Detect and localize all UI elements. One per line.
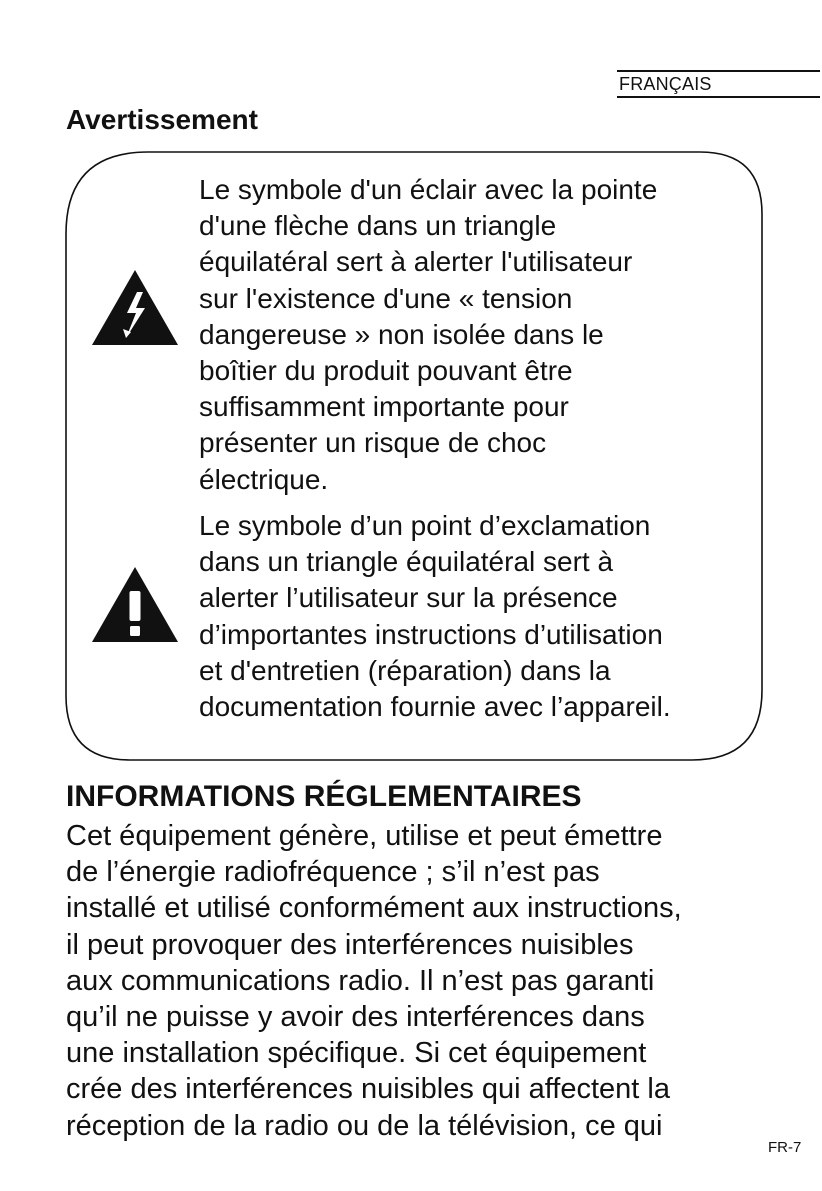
regulatory-title: INFORMATIONS RÉGLEMENTAIRES (66, 780, 582, 813)
page-number: FR-7 (768, 1139, 802, 1156)
language-label: FRANÇAIS (619, 74, 712, 94)
electric-shock-warning-icon (90, 266, 180, 348)
regulatory-body: Cet équipement génère, utilise et peut émettre de l’énergie radiofréquence ; s’il n’est pas installé et utilisé conformément aux instructions, il peut provoquer des interférences nuisibles aux communications radio. Il n’est pas garanti qu’il ne puisse y avoir des interférences dans une installation spécifique. Si cet équipement crée des interférences nuisibles qui affectent la réception de la radio ou de la télévision, ce qui (66, 820, 682, 1142)
exclamation-warning-icon (90, 565, 180, 645)
warning-title: Avertissement (66, 104, 258, 135)
exclamation-symbol-description: Le symbole d’un point d’exclamation dans un triangle équilatéral sert à alerter l’utilisateur sur la présence d’importantes instructions d’utilisation et d'entretien (réparation) dans la documentation fournie avec l’appareil. (199, 510, 671, 723)
shock-symbol-description: Le symbole d'un éclair avec la pointe d'une flèche dans un triangle équilatéral sert à alerter l'utilisateur sur l'existence d'une « tension dangereuse » non isolée dans le boîtier du produit pouvant être suffisamment importante pour présenter un risque de choc électrique. (199, 174, 658, 495)
